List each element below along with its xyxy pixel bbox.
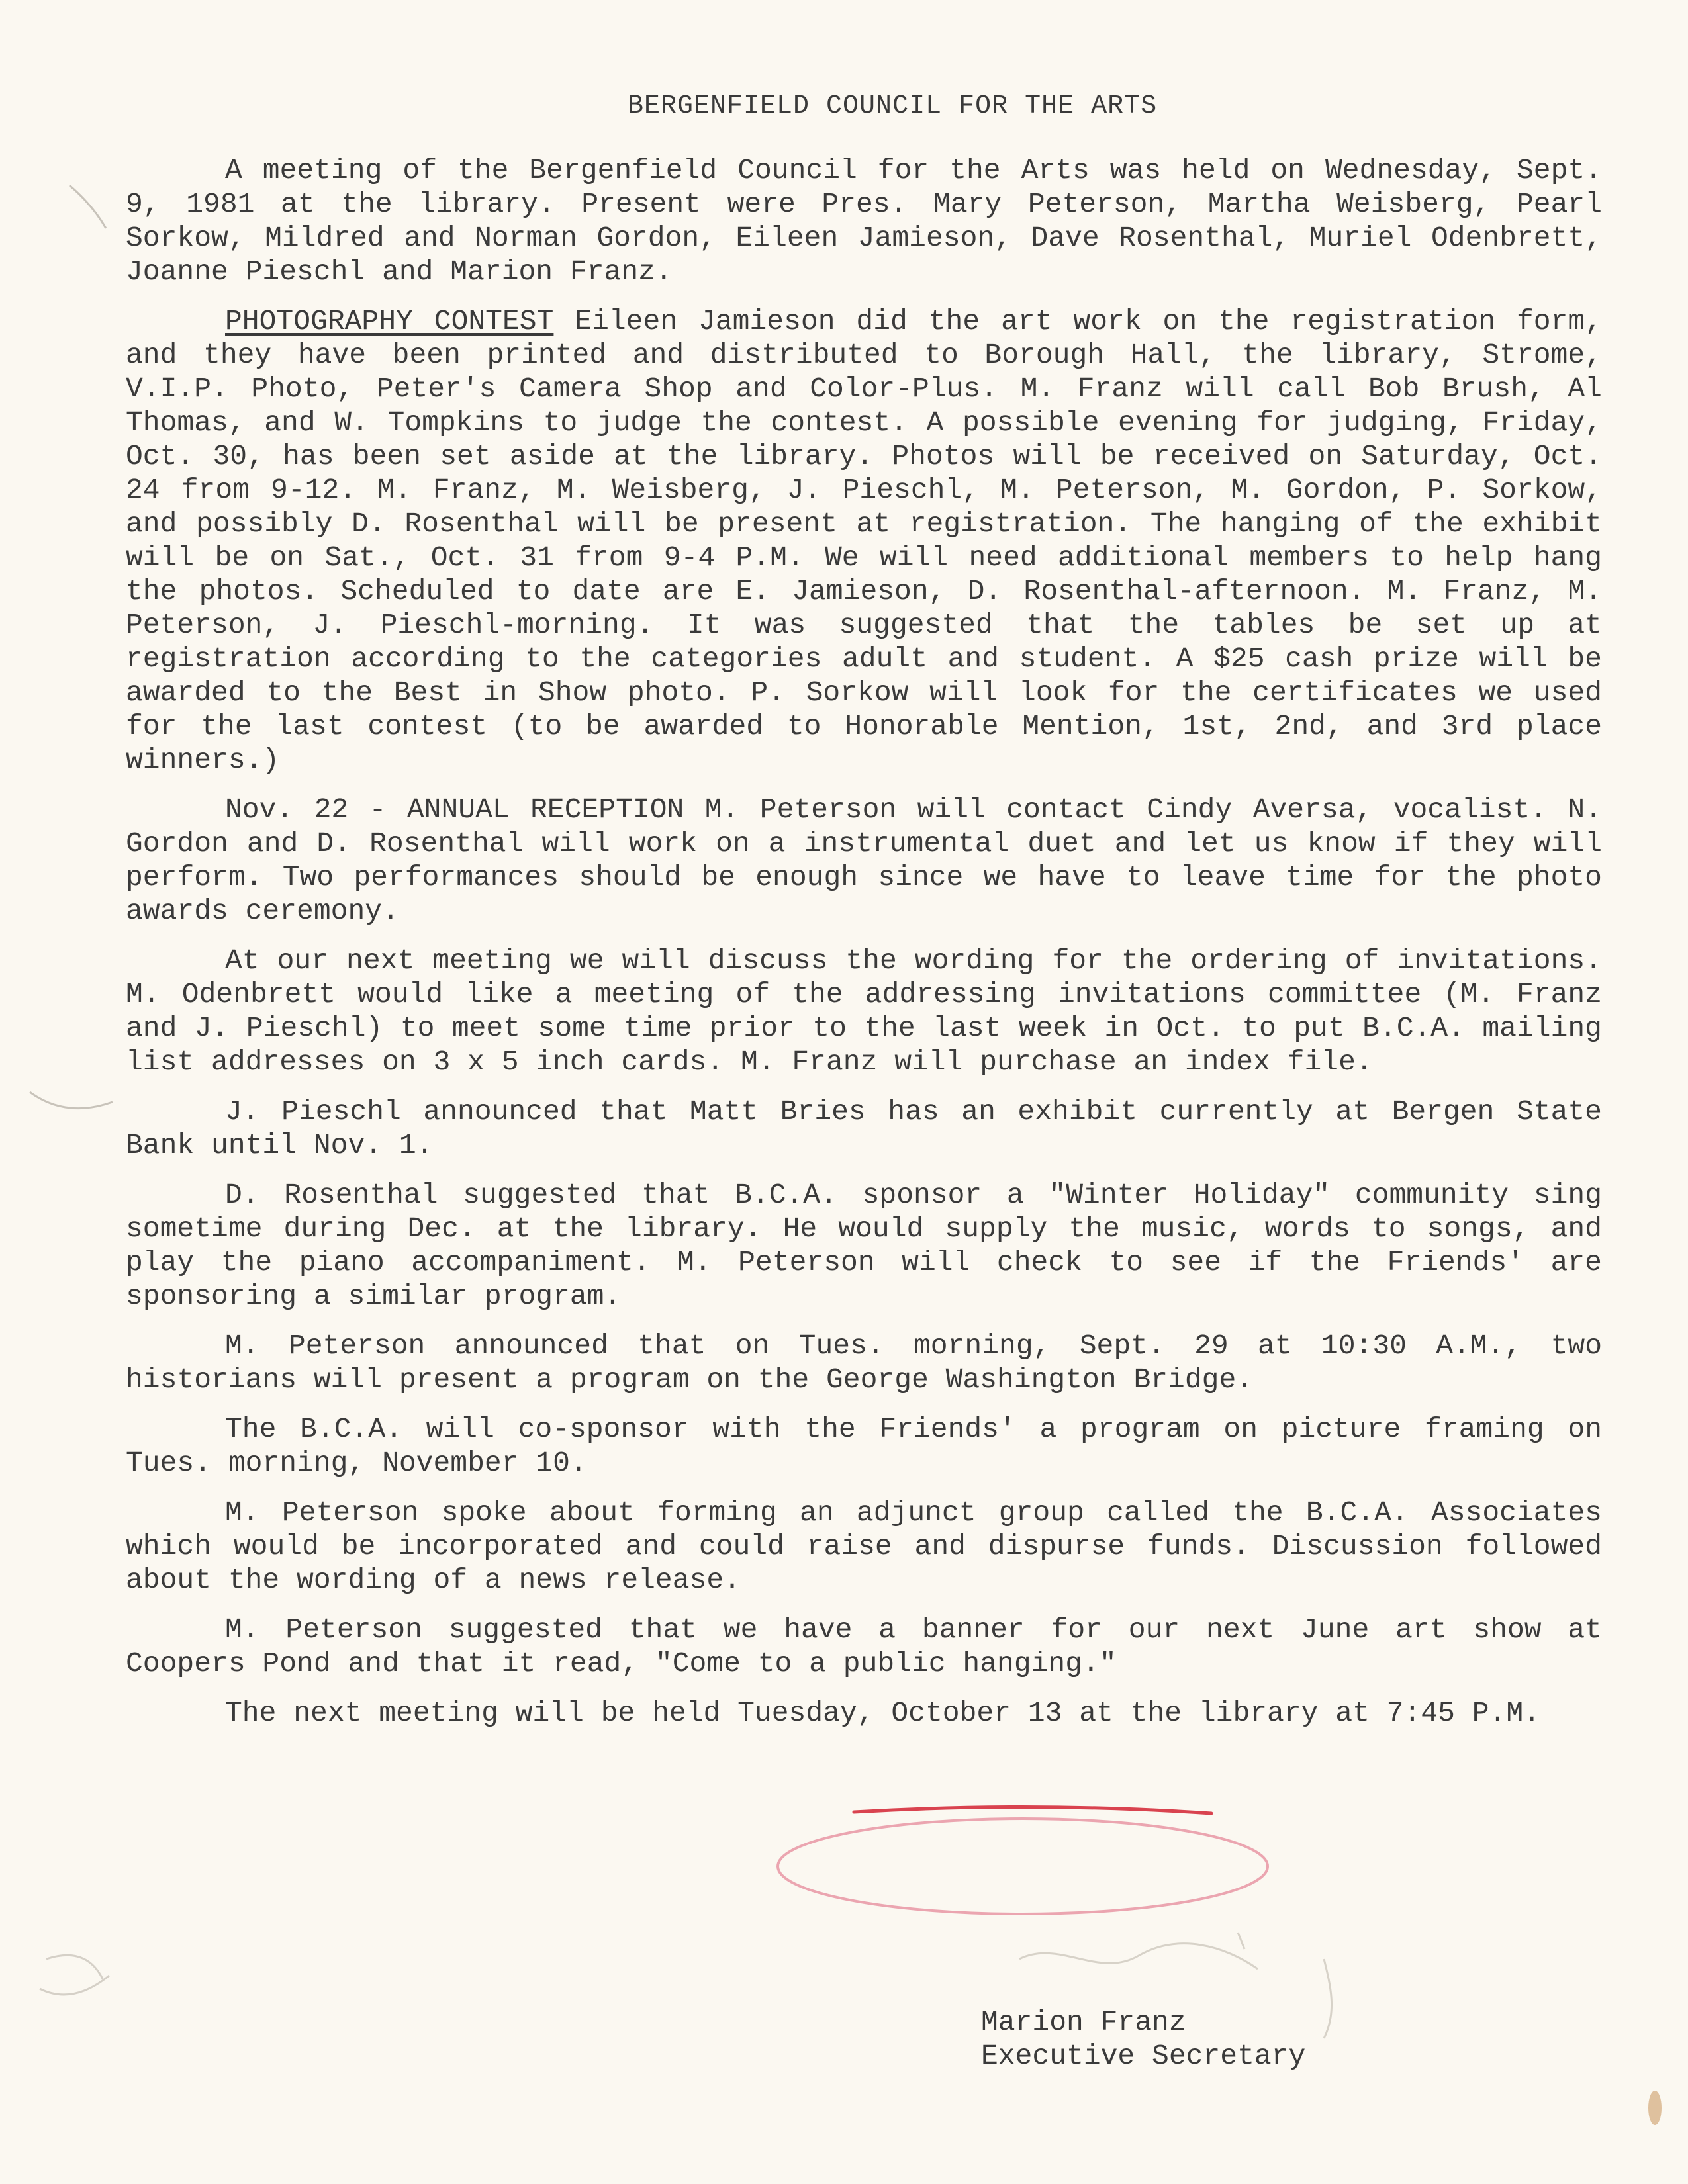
section-heading-photography-contest: PHOTOGRAPHY CONTEST <box>225 305 554 338</box>
paragraph-invitations: At our next meeting we will discuss the wording for the ordering of invitations. M. Odenbrett would like a meeting of the addressing invitations committee (M. Franz and J. Pieschl) to meet some time prior to the last week in Oct. to put B.C.A. mailing list addresses on 3 x 5 inch cards. M. Franz will purchase an index file. <box>126 944 1602 1078</box>
paragraph-picture-framing: The B.C.A. will co-sponsor with the Friends' a program on picture framing on Tues. morning, November 10. <box>126 1413 1602 1479</box>
paragraph-winter-holiday: D. Rosenthal suggested that B.C.A. sponsor a "Winter Holiday" community sing sometime during Dec. at the library. He would supply the music, words to songs, and play the piano accompaniment. M. Peterson will check to see if the Friends' are sponsoring a similar program. <box>126 1179 1602 1312</box>
signature-role: Executive Secretary <box>981 2040 1306 2072</box>
photography-contest-text: Eileen Jamieson did the art work on the registration form, and they have been printed and distributed to Borough Hall, the library, Strome, V.I.P. Photo, Peter's Camera Shop and Color-Plus. M. Franz will call Bob Brush, Al Thomas, and W. Tompkins to judge the contest. A possible evening for judging, Friday, Oct. 30, has been set aside at the library. Photos will be received on Saturday, Oct. 24 from 9-12. M. Franz, M. Weisberg, J. Pieschl, M. Peterson, M. Gordon, P. Sorkow, and possibly D. Rosenthal will be present at registration. The hanging of the exhibit will be on Sat., Oct. 31 from 9-4 P.M. We will need additional members to help hang the photos. Scheduled to date are E. Jamieson, D. Rosenthal-afternoon. M. Franz, M. Peterson, J. Pieschl-morning. It was suggested that the tables be set up at registration according to the categories adult and student. A $25 cash prize will be awarded to the Best in Show photo. P. Sorkow will look for the certificates we used for the last contest (to be awarded to Honorable Mention, 1st, 2nd, and 3rd place winners.) <box>126 305 1602 776</box>
margin-mark-top <box>70 185 106 228</box>
paragraph-next-meeting: The next meeting will be held Tuesday, October 13 at the library at 7:45 P.M. <box>225 1697 1540 1729</box>
red-underline-mark <box>854 1807 1211 1813</box>
pink-circle-mark <box>778 1819 1268 1914</box>
margin-mark-middle <box>30 1092 113 1109</box>
paper-stain <box>1648 2091 1662 2125</box>
margin-mark-bottom <box>40 1955 109 1995</box>
faint-signature-scribble <box>1019 1933 1332 2038</box>
paragraph-annual-reception: Nov. 22 - ANNUAL RECEPTION M. Peterson will contact Cindy Aversa, vocalist. N. Gordon and D. Rosenthal will work on a instrumental duet and let us know if they will perform. Two performances should be enough since we have to leave time for the photo awards ceremony. <box>126 794 1602 927</box>
paragraph-attendance: A meeting of the Bergenfield Council for the Arts was held on Wednesday, Sept. 9, 1981 at the library. Present were Pres. Mary Peterson, Martha Weisberg, Pearl Sorkow, Mildred and Norman Gordon, Eileen Jamieson, Dave Rosenthal, Muriel Odenbrett, Joanne Pieschl and Marion Franz. <box>126 154 1602 288</box>
paragraph-associates: M. Peterson spoke about forming an adjunct group called the B.C.A. Associates which would be incorporated and could raise and dispurse funds. Discussion followed about the wording of a news release. <box>126 1496 1602 1596</box>
paragraph-banner: M. Peterson suggested that we have a banner for our next June art show at Coopers Pond and that it read, "Come to a public hanging." <box>126 1614 1602 1680</box>
document-title: BERGENFIELD COUNCIL FOR THE ARTS <box>628 91 1158 121</box>
paragraph-historians: M. Peterson announced that on Tues. morning, Sept. 29 at 10:30 A.M., two historians will present a program on the George Washington Bridge. <box>126 1330 1602 1396</box>
signature-name: Marion Franz <box>981 2006 1186 2038</box>
paragraph-exhibit: J. Pieschl announced that Matt Bries has an exhibit currently at Bergen State Bank until Nov. 1. <box>126 1095 1602 1161</box>
